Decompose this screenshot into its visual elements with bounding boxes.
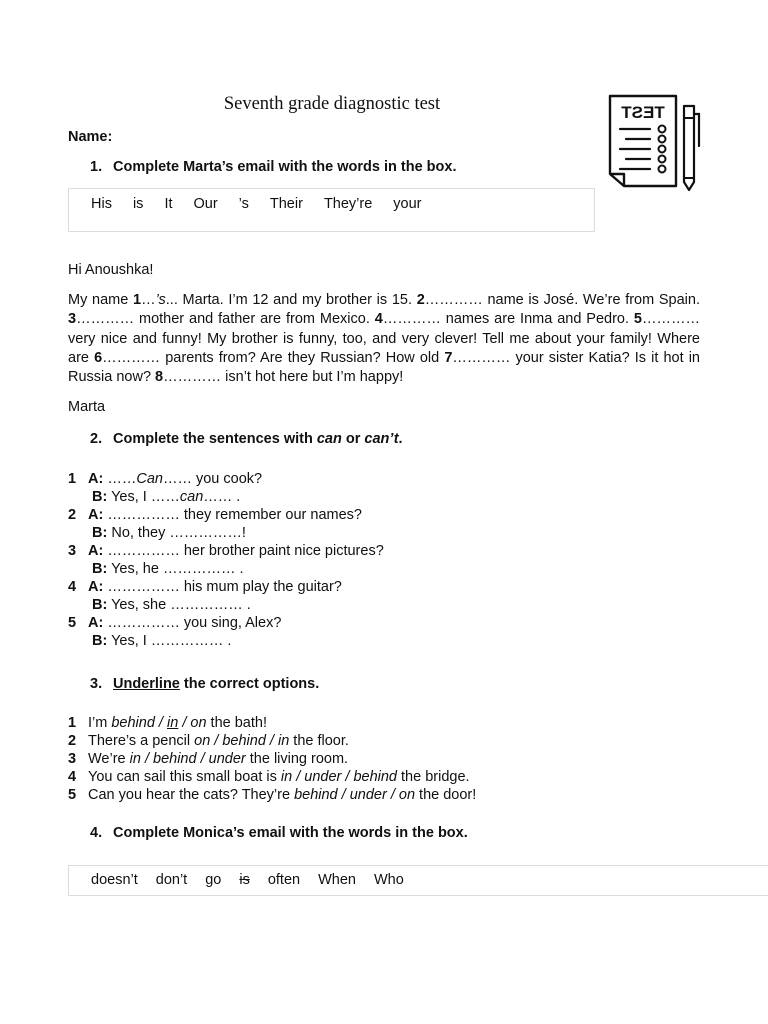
section-2-items <box>68 470 384 650</box>
word-box-4-word: doesn’t <box>91 872 138 888</box>
question-a-run: Can <box>136 471 163 487</box>
question-number: 3 <box>68 543 77 559</box>
option-number: 1 <box>68 715 77 731</box>
email-1-signoff: Marta <box>68 399 106 415</box>
question-a-run: …… you cook? <box>162 471 263 487</box>
option-run: Can you hear the cats? They’re <box>88 787 295 803</box>
section-1-heading <box>90 159 457 175</box>
option-run: the door! <box>415 787 477 803</box>
word-box-4-word: Who <box>373 872 404 888</box>
section-2-instruction-run: can <box>316 431 342 447</box>
word-box-4-word: When <box>318 872 356 888</box>
option-run: behind / <box>111 715 167 731</box>
speaker-a-label: A: <box>88 543 104 559</box>
option-run: on / behind / in <box>194 733 290 749</box>
email-1-body-run: ………… name is José. We’re from Spain. <box>424 292 700 308</box>
word-box-1-word: ’s <box>238 196 249 212</box>
word-box-4 <box>68 865 768 896</box>
email-1-greeting: Hi Anoushka! <box>68 262 154 278</box>
email-1-body-run: ... Marta. I’m 12 and my brother is 15. <box>165 292 417 308</box>
section-3-instruction-rest: the correct options. <box>179 676 320 692</box>
section-3-heading <box>90 676 319 692</box>
option-run: in / behind / under <box>129 751 246 767</box>
section-3-number: 3. <box>90 676 103 692</box>
question-number: 4 <box>68 579 77 595</box>
option-run: the bridge. <box>397 769 470 785</box>
option-run: in / under / behind <box>280 769 397 785</box>
question-b-row <box>68 524 384 542</box>
speaker-b-label: B: <box>92 633 108 649</box>
option-run: the floor. <box>289 733 349 749</box>
email-1-body-run: ………… names are Inma and Pedro. <box>382 311 634 328</box>
question-a-run: …………… her brother paint nice pictures? <box>107 543 384 559</box>
section-4-heading <box>90 825 468 841</box>
email-1-body-run: 2 <box>416 292 425 308</box>
icon-label: TEST <box>621 103 665 122</box>
section-2-instruction-run: can’t <box>364 431 399 447</box>
option-run: behind / under / on <box>294 787 416 803</box>
option-run: I’m <box>88 715 112 731</box>
name-label: Name: <box>68 129 113 145</box>
option-number: 5 <box>68 787 77 803</box>
question-number: 2 <box>68 507 77 523</box>
question-b-run: Yes, I …………… . <box>111 633 232 649</box>
word-box-1-word: Their <box>269 196 303 212</box>
speaker-a-label: A: <box>88 579 104 595</box>
word-box-1-word: They’re <box>323 196 373 212</box>
word-box-4-word: often <box>267 872 301 888</box>
question-a-row <box>68 614 384 632</box>
section-1-number: 1. <box>90 159 103 175</box>
question-b-row <box>68 560 384 578</box>
section-2-instruction-run: . <box>398 431 403 447</box>
email-1-body-run: ’s <box>155 292 166 308</box>
word-box-1 <box>68 188 595 232</box>
option-row <box>68 768 476 786</box>
option-run: / on <box>178 715 207 731</box>
section-3-instruction-underlined: Underline <box>113 676 180 692</box>
email-1-body-run: ………… your sister Katia? Is it hot in Russia now? <box>68 349 700 386</box>
section-2-number: 2. <box>90 431 103 447</box>
question-b-run: No, they ……………! <box>111 525 246 541</box>
question-b-run: Yes, she …………… . <box>111 597 251 613</box>
question-b-row <box>68 488 384 506</box>
option-run: the living room. <box>245 751 349 767</box>
email-1-body-run: … <box>141 292 156 308</box>
question-a-row <box>68 506 384 524</box>
option-run: There’s a pencil <box>88 733 195 749</box>
question-number: 1 <box>68 471 77 487</box>
question-a-run: …………… you sing, Alex? <box>107 615 282 631</box>
page-title: Seventh grade diagnostic test <box>223 94 441 114</box>
word-box-1-word: your <box>393 196 422 212</box>
speaker-b-label: B: <box>92 597 108 613</box>
word-box-1-word: is <box>132 196 144 212</box>
email-1-body-run: 8 <box>155 369 164 386</box>
email-1-body-run: 4 <box>374 311 383 328</box>
question-number: 5 <box>68 615 77 631</box>
email-1-body-run: My name <box>68 292 133 308</box>
word-box-4-word: go <box>205 872 222 888</box>
section-2-heading <box>90 431 403 447</box>
option-run: We’re <box>88 751 130 767</box>
question-b-run: Yes, I …… <box>111 489 180 505</box>
option-number: 3 <box>68 751 77 767</box>
email-1-body-run: 6 <box>94 349 103 366</box>
email-1-body-run: 3 <box>68 311 77 328</box>
word-box-1-word: His <box>91 196 112 212</box>
option-row <box>68 732 476 750</box>
email-1-body-run: ………… very nice and funny! My brother is funny, too, and very clever! Tell me about your family! Where are <box>68 311 700 366</box>
question-b-row <box>68 632 384 650</box>
section-4-instruction: Complete Monica’s email with the words in the box. <box>113 825 468 841</box>
test-paper-with-pen-icon <box>604 90 702 194</box>
section-2-instruction-run: Complete the sentences with <box>113 431 317 447</box>
word-box-1-word: Our <box>193 196 218 212</box>
email-1-body-run: ………… parents from? Are they Russian? How old <box>102 349 445 366</box>
word-box-4-word: don’t <box>155 872 188 888</box>
section-2-instruction <box>113 431 403 447</box>
speaker-b-label: B: <box>92 525 108 541</box>
speaker-a-label: A: <box>88 615 104 631</box>
email-1-body-run: 5 <box>633 311 642 328</box>
email-1-body <box>68 291 700 387</box>
email-1-body-run: 1 <box>132 292 142 308</box>
question-a-row <box>68 542 384 560</box>
question-a-row <box>68 470 384 488</box>
option-run: You can sail this small boat is <box>88 769 281 785</box>
section-4-number: 4. <box>90 825 103 841</box>
question-b-run: …… . <box>203 489 241 505</box>
question-a-run: …………… his mum play the guitar? <box>107 579 342 595</box>
email-1-body-run: 7 <box>444 349 453 366</box>
word-box-1-word: It <box>164 196 173 212</box>
section-2-instruction-run: or <box>341 431 365 447</box>
speaker-b-label: B: <box>92 561 108 577</box>
word-box-4-word: is <box>239 872 250 888</box>
option-row <box>68 714 476 732</box>
option-row <box>68 750 476 768</box>
question-a-row <box>68 578 384 596</box>
speaker-a-label: A: <box>88 471 104 487</box>
question-b-row <box>68 596 384 614</box>
option-number: 4 <box>68 769 77 785</box>
speaker-b-label: B: <box>92 489 108 505</box>
question-b-run: Yes, he …………… . <box>111 561 244 577</box>
section-1-instruction: Complete Marta’s email with the words in the box. <box>113 159 457 175</box>
speaker-a-label: A: <box>88 507 104 523</box>
option-run: the bath! <box>206 715 267 731</box>
option-row <box>68 786 476 804</box>
question-a-run: …………… they remember our names? <box>107 507 362 523</box>
section-3-items <box>68 714 476 804</box>
email-1-body-run: ………… mother and father are from Mexico. <box>76 311 375 328</box>
question-a-run: …… <box>107 471 137 487</box>
option-number: 2 <box>68 733 77 749</box>
question-b-run: can <box>179 489 204 505</box>
email-1-body-run: ………… isn’t hot here but I’m happy! <box>163 369 404 386</box>
option-run: in <box>167 715 179 731</box>
